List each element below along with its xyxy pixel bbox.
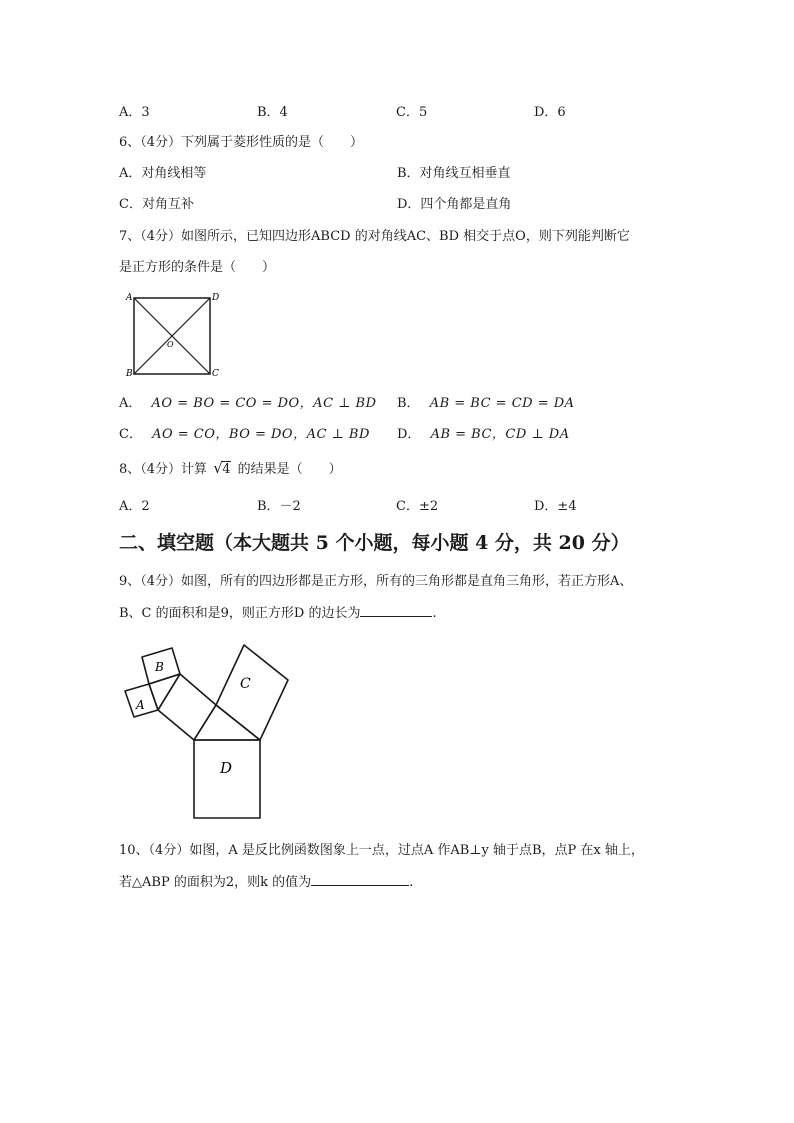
q7-option-c-math: AO = CO，BO = DO，AC ⊥ BD [152, 427, 370, 442]
q5-option-b: B．4 [257, 105, 288, 120]
q9-squares-figure [120, 640, 295, 825]
q6-option-c: C．对角互补 [119, 197, 194, 212]
q8-stem [119, 461, 342, 479]
q7-stem-line1: 7、（4分）如图所示，已知四边形ABCD 的对角线AC、BD 相交于点O，则下列能判断它 [119, 229, 630, 244]
q7-option-d-label: D． [397, 427, 421, 442]
q10-answer-blank[interactable] [311, 873, 409, 886]
q7-option-a-math: AO = BO = CO = DO，AC ⊥ BD [151, 396, 377, 411]
q5-option-c: C．5 [396, 105, 428, 120]
q10-line2-prefix: 若△ABP 的面积为2，则k 的值为 [119, 875, 312, 890]
q7-option-b-math: AB = BC = CD = DA [429, 396, 575, 411]
q8-option-a: A．2 [119, 499, 150, 514]
q8-radicand: 4 [222, 462, 231, 477]
q9-label-a: A [136, 698, 145, 712]
q7-label-b: B [126, 369, 133, 379]
q6-stem: 6、（4分）下列属于菱形性质的是（ ） [119, 135, 364, 150]
q7-label-a: A [126, 293, 133, 303]
q9-line2 [119, 604, 437, 623]
q9-label-b: B [155, 660, 164, 674]
q6-option-d: D．四个角都是直角 [397, 197, 512, 212]
q9-line2-prefix: B、C 的面积和是9，则正方形D 的边长为 [119, 606, 361, 621]
q7-label-o: O [167, 340, 174, 349]
q7-option-a [119, 395, 377, 413]
q7-stem-line2: 是正方形的条件是（ ） [119, 260, 276, 275]
q10-line2-suffix: . [409, 875, 414, 890]
q7-option-d-math: AB = BC，CD ⊥ DA [430, 427, 570, 442]
q7-square-figure [124, 290, 224, 380]
q7-option-d [397, 426, 570, 444]
q8-option-d: D．±4 [534, 499, 577, 514]
q7-label-d: D [212, 293, 220, 303]
q7-option-c [119, 426, 370, 444]
q8-option-c: C．±2 [396, 499, 439, 514]
q9-line1: 9、（4分）如图，所有的四边形都是正方形，所有的三角形都是直角三角形，若正方形A、 [119, 574, 633, 589]
q9-answer-blank[interactable] [360, 604, 432, 617]
q9-label-d: D [220, 759, 233, 777]
q6-option-a: A．对角线相等 [119, 166, 207, 181]
q8-option-b: B．－2 [257, 499, 301, 514]
q7-option-c-label: C． [119, 427, 142, 442]
q5-option-d: D．6 [534, 105, 566, 120]
q6-option-b: B．对角线互相垂直 [397, 166, 511, 181]
q7-label-c: C [212, 369, 219, 379]
q5-option-a: A．3 [119, 105, 150, 120]
sqrt-symbol [213, 461, 231, 479]
q8-stem-prefix: 8、（4分）计算 [119, 462, 208, 477]
q10-line2 [119, 873, 413, 892]
q9-line2-suffix: . [432, 606, 437, 621]
q7-option-b-label: B． [397, 396, 420, 411]
q7-option-a-label: A． [119, 396, 142, 411]
section-heading: 二、填空题（本大题共 5 个小题，每小题 4 分，共 20 分） [119, 532, 630, 554]
q7-option-b [397, 395, 575, 413]
q10-line1: 10、（4分）如图，A 是反比例函数图象上一点，过点A 作AB⊥y 轴于点B，点P 在x 轴上， [119, 843, 644, 858]
radical-icon: √ [213, 459, 223, 477]
q8-stem-suffix: 的结果是（ ） [237, 462, 342, 477]
q9-label-c: C [240, 676, 251, 692]
